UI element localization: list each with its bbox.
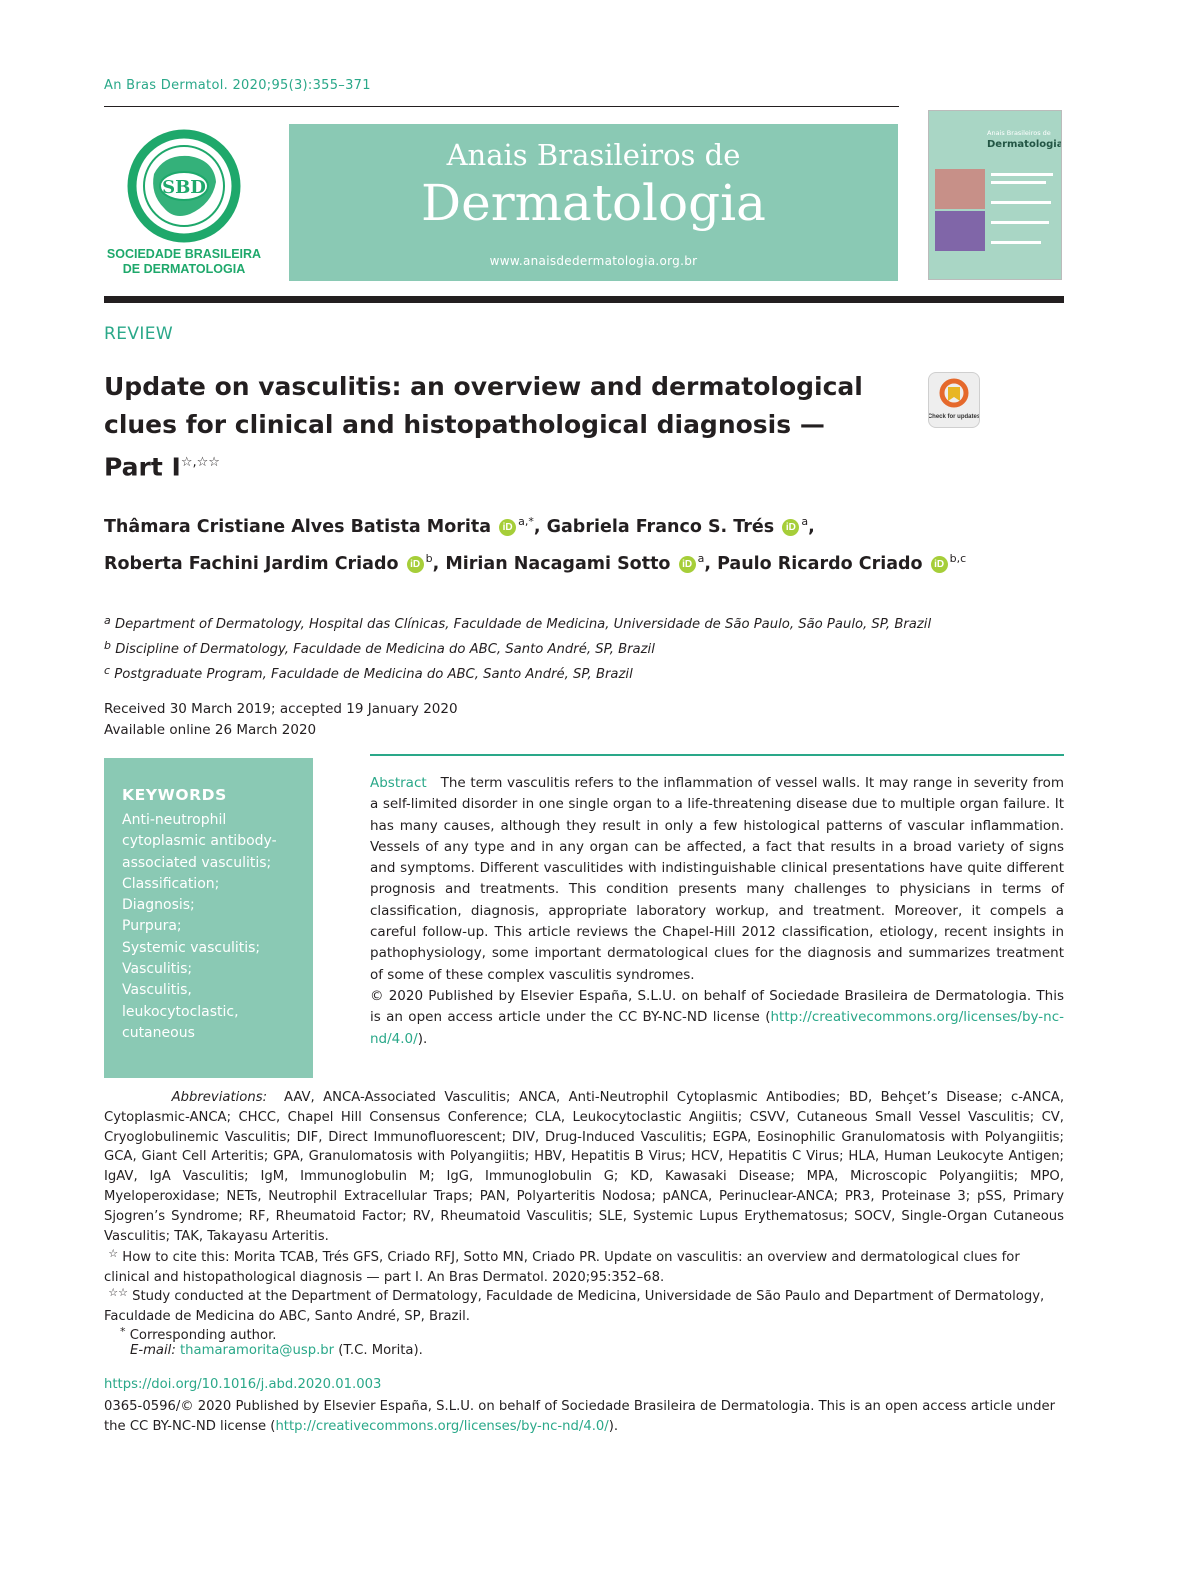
journal-cover-thumbnail [928, 110, 1062, 280]
keywords-title: KEYWORDS [122, 786, 227, 804]
abbreviations-label: Abbreviations: [171, 1090, 268, 1105]
society-name-line2: DE DERMATOLOGIA [122, 262, 246, 276]
cover-title-big: Dermatologia [987, 139, 1061, 150]
check-updates-label: Check for updates [929, 414, 979, 420]
author-affiliation[interactable]: b,c [949, 551, 967, 565]
affiliation-item: $^a$ Department of Dermatology, Hospital das Clínicas, Faculdade de Medicina, Universidade de São Paulo, São Paulo, SP, Brazil [104, 614, 932, 632]
header-divider [104, 296, 1064, 303]
email-footnote: E-mail: thamaramorita@usp.br (T.C. Morita). [130, 1343, 423, 1358]
corresponding-author-footnote: * Corresponding author. [120, 1325, 277, 1343]
author-email-link[interactable]: thamaramorita@usp.br [180, 1343, 335, 1358]
abstract-copyright: © 2020 Published by Elsevier España, S.L.U. on behalf of Sociedade Brasileira de Dermatologia. This is an open access article under the CC BY-NC-ND license ( [370, 987, 1064, 1026]
available-date: Available online 26 March 2020 [104, 722, 317, 738]
abstract-license-link[interactable]: http://creativecommons.org/licenses/by-nc-nd/4.0/ [370, 1009, 1064, 1047]
abbreviations [104, 1088, 1064, 1246]
author-affiliation[interactable]: b [425, 551, 433, 565]
orcid-icon[interactable]: iD [782, 519, 799, 536]
keyword-item: Purpura; [122, 918, 182, 935]
affiliation-item: $^b$ Discipline of Dermatology, Faculdade de Medicina do ABC, Santo André, SP, Brazil [104, 639, 655, 657]
title-line-1: Update on vasculitis: an overview and dermatological [104, 372, 863, 401]
check-updates-icon [929, 373, 979, 427]
keyword-item: Classification; [122, 875, 220, 892]
keyword-item: Vasculitis; [122, 961, 193, 978]
received-date: Received 30 March 2019; accepted 19 January 2020 [104, 701, 458, 717]
doi-link[interactable]: https://doi.org/10.1016/j.abd.2020.01.003 [104, 1377, 382, 1392]
journal-banner [289, 124, 898, 281]
section-label: REVIEW [104, 324, 174, 344]
journal-name-line2: Dermatologia [421, 174, 766, 232]
author-name: Roberta Fachini Jardim Criado [104, 553, 399, 574]
author-affiliation[interactable]: a [801, 515, 809, 528]
affiliation-item: $^c$ Postgraduate Program, Faculdade de Medicina do ABC, Santo André, SP, Brazil [104, 664, 633, 682]
keyword-item: Anti-neutrophil cytoplasmic antibody-associated vasculitis; [122, 812, 277, 871]
check-for-updates-button[interactable] [928, 372, 980, 428]
study-footnote: ☆☆ Study conducted at the Department of Dermatology, Faculdade de Medicina, Universidade de São Paulo and Department of Dermatology, Faculdade de Medicina do ABC, Santo André, SP, Brazil. [104, 1286, 1045, 1324]
title-footnote-marks: ☆,☆☆ [180, 455, 220, 470]
keywords-box [104, 758, 313, 1078]
journal-url[interactable]: www.anaisdedermatologia.org.br [489, 254, 698, 268]
top-rule [104, 106, 899, 107]
keyword-item: Systemic vasculitis; [122, 939, 261, 956]
author-affiliation[interactable]: a [697, 551, 705, 565]
author-name: Thâmara Cristiane Alves Batista Morita [104, 516, 492, 537]
abstract-text: The term vasculitis refers to the inflammation of vessel walls. It may range in severity from a self-limited disorder in one single organ to a life-threatening disease due to multiple organ failure. It has many causes, although they result in only a few histological patterns of vascular inflammation. Vessels of any type and in any organ can be affected, a fact that results in a broad variety of signs and symptoms. Different vasculitides with indistinguishable clinical presentations have quite different prognosis and treatments. This condition presents many challenges to physicians in terms of classification, diagnosis, appropriate laboratory workup, and treatment. Moreover, it compels a careful follow-up. This article reviews the Chapel-Hill 2012 classification, etiology, recent insights in pathophysiology, some important dermatological clues for the diagnosis and summarizes treatment of some of these complex vasculitis syndromes. [370, 775, 1064, 983]
sbd-logo-icon [104, 124, 264, 276]
orcid-icon[interactable]: iD [407, 556, 424, 573]
orcid-icon[interactable]: iD [499, 519, 516, 536]
article-title [104, 368, 904, 486]
sbd-abbrev: SBD [162, 177, 206, 198]
author-list: Thâmara Cristiane Alves Batista Morita iD $^{a,*}$, Gabriela Franco S. Trés iD $^a$, Roberta Fachini Jardim Criado iD $^b$, Mirian Nacagami Sotto iD $^a$, Paulo Ricardo Criado iD $^{b,c}$ [104, 515, 967, 574]
author-affiliation[interactable]: a,* [518, 515, 534, 528]
abbreviations-text: AAV, ANCA-Associated Vasculitis; ANCA, Anti-Neutrophil Cytoplasmic Antibodies; BD, Behçet’s Disease; c-ANCA, Cytoplasmic-ANCA; CHCC, Chapel Hill Consensus Conference; CLA, Leukocytoclastic Angiitis; CSVV, Cutaneous Small Vessel Vasculitis; CV, Cryoglobulinemic Vasculitis; DIF, Direct Immunofluorescent; DIV, Drug-Induced Vasculitis; EGPA, Eosinophilic Granulomatosis with Polyangiitis; GCA, Giant Cell Arteritis; GPA, Granulomatosis with Polyangiitis; HBV, Hepatitis B Virus; HCV, Hepatitis C Virus; HLA, Human Leukocyte Antigen; IgAV, IgA Vasculitis; IgM, Immunoglobulin M; IgG, Immunoglobulin G; KD, Kawasaki Disease; MPA, Microscopic Polyangiitis; MPO, Myeloperoxidase; NETs, Neutrophil Extracellular Traps; PAN, Polyarteritis Nodosa; pANCA, Perinuclear-ANCA; PR3, Proteinase 3; pSS, Primary Sjogren’s Syndrome; RF, Rheumatoid Factor; RV, Rheumatoid Vasculitis; SLE, Systemic Lupus Erythematosus; SOCV, Single-Organ Cutaneous Vasculitis; TAK, Takayasu Arteritis. [104, 1090, 1065, 1244]
abstract-label: Abstract [370, 775, 427, 791]
cover-title-small: Anais Brasileiros de [987, 129, 1051, 137]
how-to-cite-footnote: ☆ How to cite this: Morita TCAB, Trés GFS, Criado RFJ, Sotto MN, Criado PR. Update on vasculitis: an overview and dermatological clues for clinical and histopathological diagnosis — part I. An Bras Dermatol. 2020;95:352–68. [104, 1247, 1020, 1285]
orcid-icon[interactable]: iD [931, 556, 948, 573]
title-line-2: clues for clinical and histopathological diagnosis — [104, 410, 825, 439]
abstract: Abstract The term vasculitis refers to the inflammation of vessel walls. It may range in severity from a self-limited disorder in one single organ to a life-threatening disease due to multiple organ failure. It has many causes, although they result in only a few histological patterns of vascular inflammation. Vessels of any type and in any organ can be affected, a fact that results in a broad variety of signs and symptoms. Different vasculitides with indistinguishable clinical presentations have quite different prognosis and treatments. This condition presents many challenges to physicians in terms of classification, diagnosis, appropriate laboratory workup, and treatment. Moreover, it compels a careful follow-up. This article reviews the Chapel-Hill 2012 classification, etiology, recent insights in pathophysiology, some important dermatological clues for the diagnosis and summarizes treatment of some of these complex vasculitis syndromes. © 2020 Published by Elsevier España, S.L.U. on behalf of Sociedade Brasileira de Dermatologia. This is an open access article under the CC BY-NC-ND license (http://creativecommons.org/licenses/by-nc-nd/4.0/). [370, 775, 1064, 1047]
abstract-rule [370, 754, 1064, 756]
keyword-item: Vasculitis, leukocytoclastic, cutaneous [122, 982, 239, 1041]
article-dates [104, 699, 804, 741]
affiliations [104, 610, 1084, 685]
orcid-icon[interactable]: iD [679, 556, 696, 573]
sbd-logo [104, 124, 264, 276]
license-link[interactable]: http://creativecommons.org/licenses/by-nc-nd/4.0/ [275, 1418, 609, 1434]
license-statement: 0365-0596/© 2020 Published by Elsevier España, S.L.U. on behalf of Sociedade Brasileira de Dermatologia. This is an open access article under the CC BY-NC-ND license (http://creativecommons.org/licenses/by-nc-nd/4.0/). [104, 1399, 1055, 1434]
author-name: Paulo Ricardo Criado [717, 553, 923, 574]
title-line-3: Part I [104, 452, 181, 482]
journal-name-line1: Anais Brasileiros de [446, 138, 741, 172]
keyword-item: Diagnosis; [122, 897, 195, 914]
journal-citation: An Bras Dermatol. 2020;95(3):355–371 [104, 78, 371, 93]
keywords-list [122, 810, 307, 1044]
society-name-line1: SOCIEDADE BRASILEIRA [106, 247, 262, 261]
author-name: Mirian Nacagami Sotto [445, 553, 671, 574]
author-name: Gabriela Franco S. Trés [546, 516, 775, 537]
